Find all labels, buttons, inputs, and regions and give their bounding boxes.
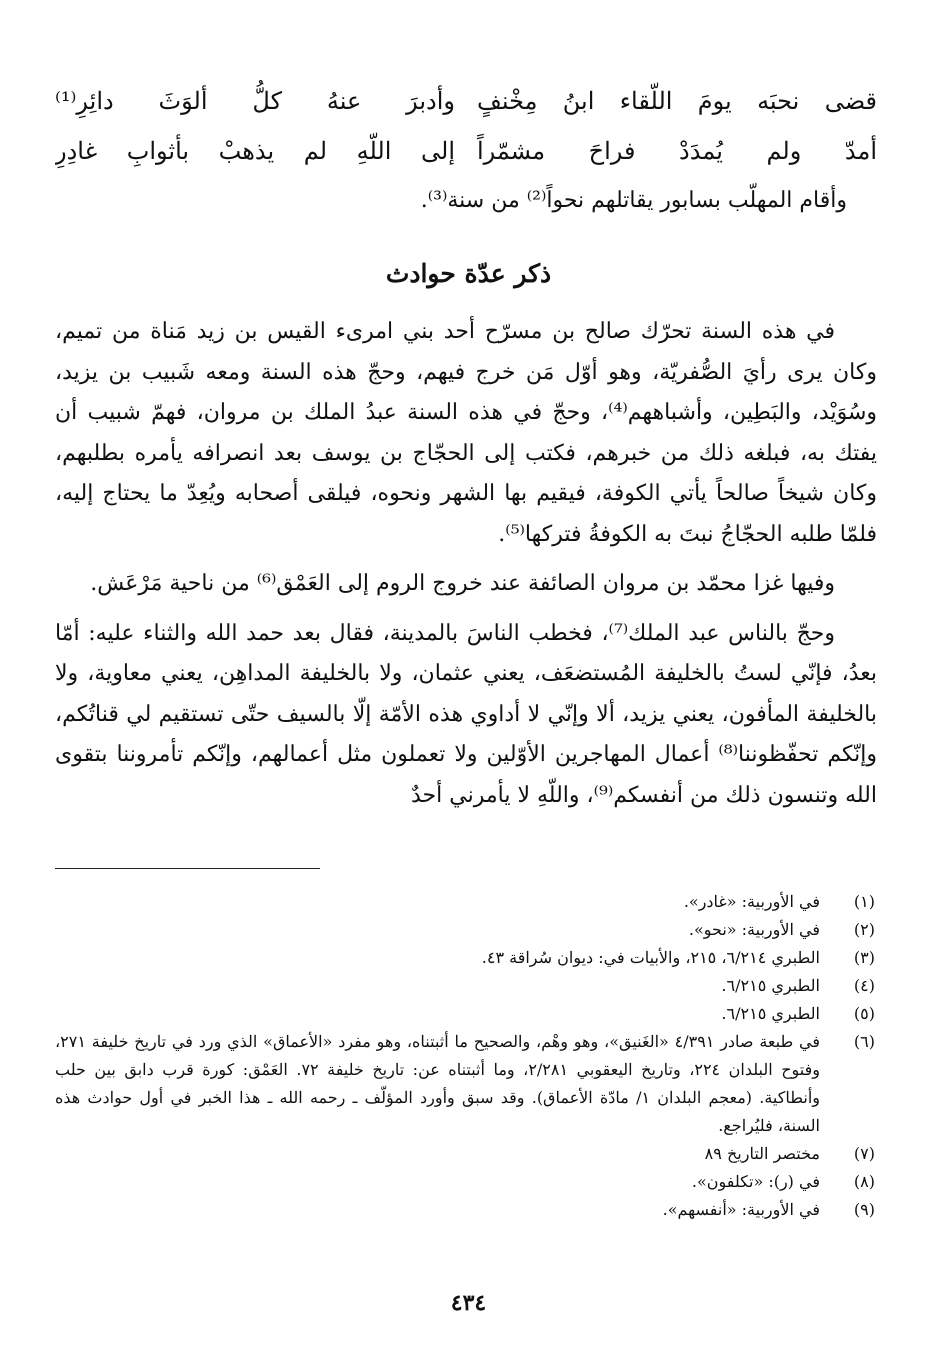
footnote: [55, 1168, 875, 1196]
footnote-text: في (ر): «تكلفون».: [691, 1172, 820, 1191]
poem-followup-text: وأقام المهلّب بسابور يقاتلهم نحواً⁽²⁾ من سنة⁽³⁾.: [420, 188, 847, 213]
footnote: [55, 1000, 875, 1028]
paragraph: وفيها غزا محمّد بن مروان الصائفة عند خروج الروم إلى العَمْق⁽⁶⁾ من ناحية مَرْعَش.: [90, 571, 835, 596]
footnote: [55, 888, 875, 916]
section-heading: ذكر عدّة حوادث: [385, 259, 552, 288]
poem-hemistich-first: أمدّ ولم يُمدَدْ فراحَ مشمّراً: [477, 137, 877, 165]
footnote: [55, 1140, 875, 1168]
footnote-number: (٩): [853, 1200, 875, 1219]
paragraph: وحجّ بالناس عبد الملك⁽⁷⁾، فخطب الناسَ بالمدينة، فقال بعد حمد الله والثناء عليه: أمّا بعدُ، فإنّي لستُ بالخليفة المُستضعَف، يعني عثمان، ولا بالخليفة المداهِن، يعني معاوية، ولا بالخليفة المأفون، يعني يزيد، ألا وإنّي لا أداوي هذه الأمّة إلّا بالسيف حتّى تستقيم لي قناتُكم، وإنّكم تحفّظوننا⁽⁸⁾ أعمال المهاجرين الأوّلين ولا تعملون مثل أعمالهم، وإنّكم تأمروننا بتقوى الله وتنسون ذلك من أنفسكم⁽⁹⁾، واللّهِ لا يأمرني أحدٌ: [55, 620, 877, 808]
footnote-text: في الأوربية: «غادر».: [683, 892, 820, 911]
poem-block: [55, 78, 877, 178]
footnote-text: الطبري ٦/٢١٥.: [721, 976, 820, 995]
footnote-number: (١): [853, 892, 875, 911]
footnote-divider: [55, 868, 320, 869]
poem-line: [55, 128, 877, 178]
footnote-number: (٢): [853, 920, 875, 939]
footnote-text: في الأوربية: «أنفسهم».: [662, 1200, 820, 1219]
footnote: [55, 916, 875, 944]
footnote: [55, 1028, 875, 1140]
footnotes: [55, 888, 875, 1224]
main-text: [55, 312, 877, 825]
footnote-text: في الأوربية: «نحو».: [688, 920, 820, 939]
footnote-number: (٣): [853, 948, 875, 967]
poem-hemistich-second: إلى اللّهِ لم يذهبْ بأثوابِ غادِرِ: [55, 137, 455, 165]
footnote-text: الطبري ٦/٢١٥.: [721, 1004, 820, 1023]
footnote-number: (٥): [853, 1004, 875, 1023]
footnote-number: (٨): [853, 1172, 875, 1191]
footnote-number: (٦): [853, 1032, 875, 1051]
footnote: [55, 1196, 875, 1224]
footnote-text: مختصر التاريخ ٨٩: [704, 1144, 820, 1163]
footnote-text: الطبري ٦/٢١٤، ٢١٥، والأبيات في: ديوان سُراقة ٤٣.: [481, 948, 820, 967]
footnote: [55, 972, 875, 1000]
poem-hemistich-second: وأدبرَ عنهُ كلُّ ألوَثَ دائِرِ⁽¹⁾: [55, 87, 455, 115]
footnote-number: (٤): [853, 976, 875, 995]
footnote: [55, 944, 875, 972]
paragraph: في هذه السنة تحرّك صالح بن مسرّح أحد بني امرىء القيس بن زيد مَناة من تميم، وكان يرى رأيَ الصُّفريّة، وهو أوّل مَن خرج فيهم، وحجّ هذه السنة ومعه شَبيب بن يزيد، وسُوَيْد، والبَطِين، وأشباههم⁽⁴⁾، وحجّ في هذه السنة عبدُ الملك بن مروان، فهمّ شبيب أن يفتك به، فبلغه ذلك من خبرهم، فكتب إلى الحجّاج بن يوسف بعد انصرافه يأمره بطلبهم، وكان شيخاً صالحاً يأتي الكوفة، فيقيم بها الشهر ونحوه، فيلقى أصحابه ويُعِدّ ما يحتاج إليه، فلمّا طلبه الحجّاجُ نبتَ به الكوفةُ فتركها⁽⁵⁾.: [55, 319, 877, 547]
poem-line: [55, 78, 877, 128]
poem-hemistich-first: قضى نحبَه يومَ اللّقاء ابنُ مِخْنفٍ: [477, 87, 877, 115]
footnote-number: (٧): [853, 1144, 875, 1163]
page-number: ٤٣٤: [450, 1290, 487, 1316]
footnote-text: في طبعة صادر ٤/٣٩١ «الغَنيق»، وهو وهْم، والصحيح ما أثبتناه، وهو مفرد «الأعماق» الذي ورد في تاريخ خليفة ٢٧١، وفتوح البلدان ٢٢٤، وتاريخ اليعقوبي ٢/٢٨١، وما أثبتناه عن: تاريخ خليفة ٧٢. العَمْق: كورة قرب دابق بين حلب وأنطاكية. (معجم البلدان ١/ مادّة الأعماق). وقد سبق وأورد المؤلّف ـ رحمه الله ـ هذا الخبر في أول حوادث هذه السنة، فليُراجع.: [55, 1032, 820, 1135]
